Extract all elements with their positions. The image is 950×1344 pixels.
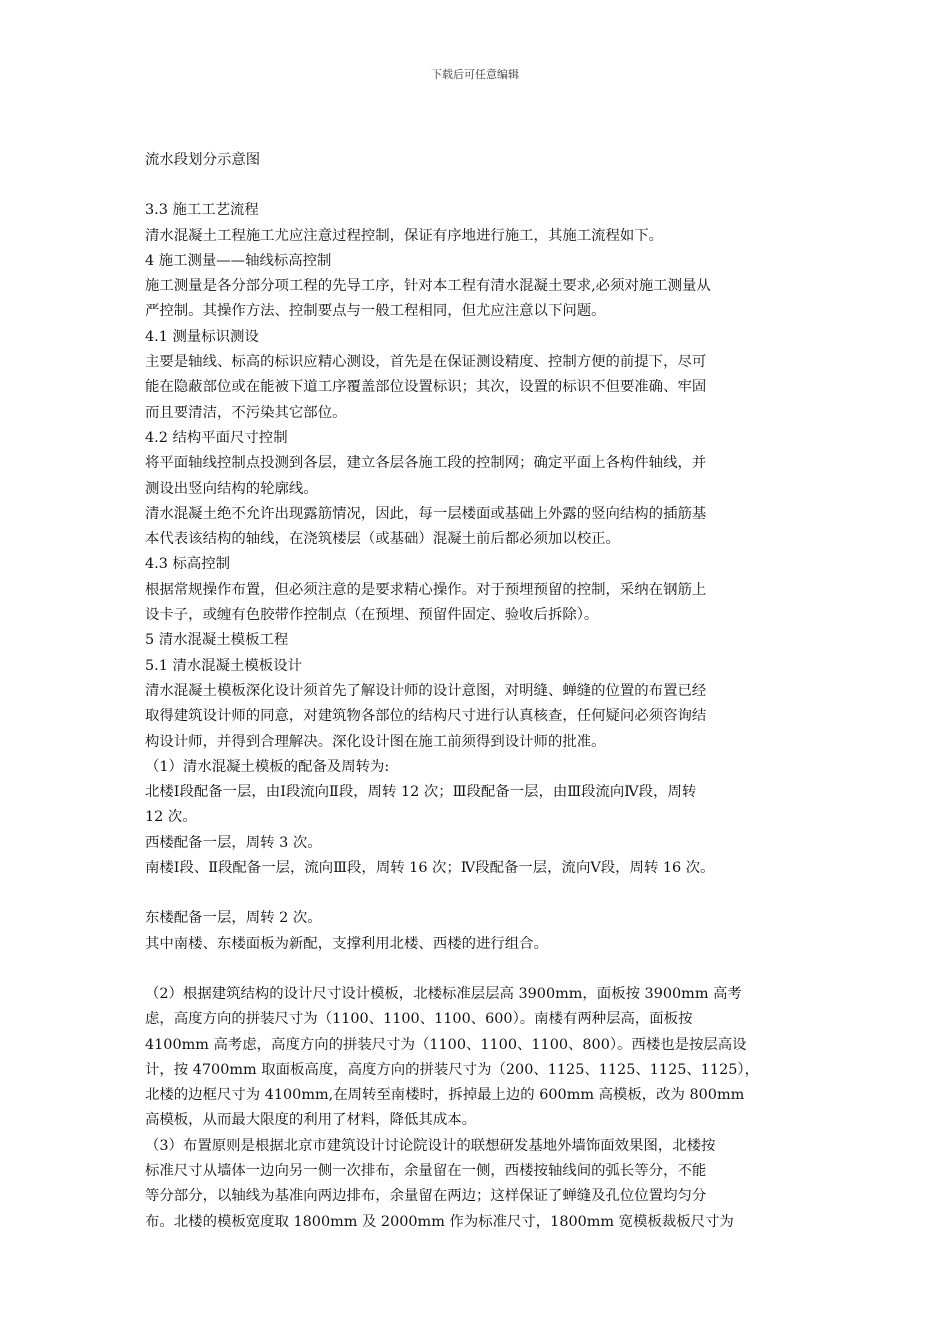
paragraph-line: 北楼的边框尺寸为 4100mm,在周转至南楼时，拆掉最上边的 600mm 高模板，改为 800mm — [145, 1087, 745, 1104]
figure-caption: 流水段划分示意图 — [145, 152, 261, 168]
paragraph-line: 本代表该结构的轴线，在浇筑楼层（或基础）混凝土前后都必须加以校正。 — [145, 531, 620, 548]
paragraph-line: 将平面轴线控制点投测到各层，建立各层各施工段的控制网；确定平面上各构件轴线，并 — [145, 455, 707, 472]
section-heading: 3.3 施工工艺流程 — [145, 202, 259, 219]
paragraph-line: 清水混凝土模板深化设计须首先了解设计师的设计意图，对明缝、蝉缝的位置的布置已经 — [145, 682, 707, 699]
section-heading: 4.1 测量标识测设 — [145, 328, 259, 345]
paragraph-line: 清水混凝土工程施工尤应注意过程控制，保证有序地进行施工，其施工流程如下。 — [145, 227, 664, 244]
paragraph-line: 主要是轴线、标高的标识应精心测设，首先是在保证测设精度、控制方便的前提下，尽可 — [145, 354, 707, 371]
paragraph-line: 取得建筑设计师的同意，对建筑物各部位的结构尺寸进行认真核查，任何疑问必须咨询结 — [145, 708, 707, 725]
section-heading: 4.3 标高控制 — [145, 556, 231, 573]
paragraph-line: 南楼Ⅰ段、Ⅱ段配备一层，流向Ⅲ段，周转 16 次；Ⅳ段配备一层，流向Ⅴ段，周转 16 次。 — [145, 860, 715, 877]
paragraph-line: 东楼配备一层，周转 2 次。 — [145, 910, 322, 927]
paragraph-line: 西楼配备一层，周转 3 次。 — [145, 834, 322, 851]
document-body — [145, 148, 815, 1235]
paragraph-line: 北楼Ⅰ段配备一层，由Ⅰ段流向Ⅱ段，周转 12 次；Ⅲ段配备一层，由Ⅲ段流向Ⅳ段，周转 — [145, 784, 697, 801]
paragraph-line: 其中南楼、东楼面板为新配，支撑利用北楼、西楼的进行组合。 — [145, 935, 548, 952]
paragraph-line: 构设计师，并得到合理解决。深化设计图在施工前须得到设计师的批准。 — [145, 733, 606, 750]
paragraph-line: 设卡子，或缠有色胶带作控制点（在预埋、预留件固定、验收后拆除）。 — [145, 607, 599, 624]
paragraph-line: 根据常规操作布置，但必须注意的是要求精心操作。对于预埋预留的控制，采纳在钢筋上 — [145, 581, 707, 598]
paragraph-line: 测设出竖向结构的轮廓线。 — [145, 480, 318, 497]
paragraph-line: 标准尺寸从墙体一边向另一侧一次排布，余量留在一侧，西楼按轴线间的弧长等分，不能 — [145, 1162, 707, 1179]
paragraph-line: 而且要清洁，不污染其它部位。 — [145, 404, 347, 421]
section-heading: 4.2 结构平面尺寸控制 — [145, 429, 288, 446]
section-heading: 4 施工测量——轴线标高控制 — [145, 252, 332, 269]
blank-line — [145, 173, 815, 198]
paragraph-line: 施工测量是各分部分项工程的先导工序，针对本工程有清水混凝土要求,必须对施工测量从 — [145, 278, 711, 295]
paragraph-line: 高模板，从而最大限度的利用了材料，降低其成本。 — [145, 1112, 476, 1129]
paragraph-line: （3）布置原则是根据北京市建筑设计讨论院设计的联想研发基地外墙饰面效果图，北楼按 — [145, 1137, 716, 1154]
paragraph-line: 能在隐蔽部位或在能被下道工序覆盖部位设置标识；其次，设置的标识不但要准确、牢固 — [145, 379, 707, 396]
paragraph-line: （2）根据建筑结构的设计尺寸设计模板，北楼标准层层高 3900mm，面板按 3900mm 高考 — [145, 985, 742, 1002]
blank-line — [145, 881, 815, 906]
section-heading: 5.1 清水混凝土模板设计 — [145, 657, 302, 674]
paragraph-line: 清水混凝土绝不允许出现露筋情况，因此，每一层楼面或基础上外露的竖向结构的插筋基 — [145, 505, 707, 522]
blank-line — [145, 957, 815, 982]
page-header: 下载后可任意编辑 — [431, 68, 519, 81]
paragraph-line: （1）清水混凝土模板的配备及周转为: — [145, 758, 390, 775]
paragraph-line: 布。北楼的模板宽度取 1800mm 及 2000mm 作为标准尺寸，1800mm 宽模板裁板尺寸为 — [145, 1213, 734, 1230]
paragraph-line: 严控制。其操作方法、控制要点与一般工程相同，但尤应注意以下问题。 — [145, 303, 606, 320]
paragraph-line: 虑，高度方向的拼装尺寸为（1100、1100、1100、600）。南楼有两种层高，面板按 — [145, 1011, 693, 1028]
section-heading: 5 清水混凝土模板工程 — [145, 632, 289, 649]
paragraph-line: 计，按 4700mm 取面板高度，高度方向的拼装尺寸为（200、1125、1125、1125、1125）， — [145, 1061, 759, 1078]
paragraph-line: 等分部分，以轴线为基准向两边排布，余量留在两边；这样保证了蝉缝及孔位位置均匀分 — [145, 1188, 707, 1205]
paragraph-line: 4100mm 高考虑，高度方向的拼装尺寸为（1100、1100、1100、800）。西楼也是按层高设 — [145, 1036, 747, 1053]
paragraph-line: 12 次。 — [145, 809, 197, 826]
